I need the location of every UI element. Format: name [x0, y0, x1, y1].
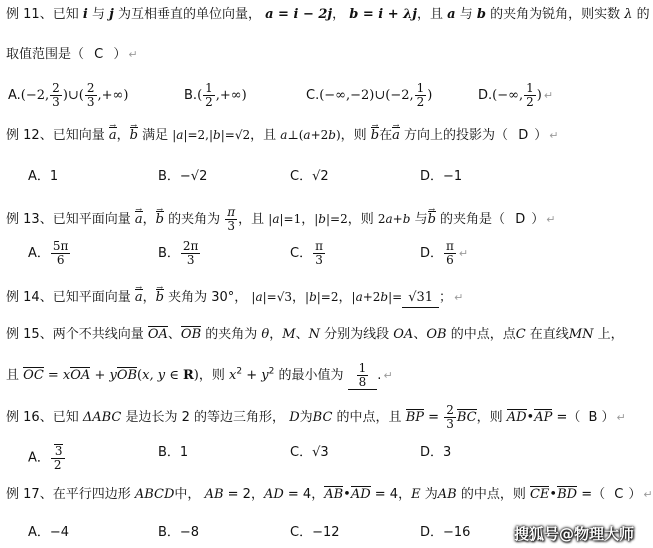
text: 6: [56, 253, 65, 267]
option-c: C．√2: [290, 169, 329, 184]
text: 夹角为 30°，: [168, 290, 248, 305]
text: 在直线: [529, 327, 569, 342]
answer: C: [94, 47, 104, 62]
text: 上，: [597, 327, 624, 342]
text: 5π: [52, 239, 69, 253]
option-d: D．−1: [420, 169, 463, 184]
text: 的夹角是（: [440, 212, 506, 227]
text: 为: [299, 410, 313, 425]
option-b: [158, 240, 201, 267]
text: 取值范围是（: [6, 47, 85, 62]
text: C.: [306, 88, 320, 103]
problem-number: 例 17: [6, 487, 40, 502]
text: 满足: [142, 128, 169, 143]
option-d: D． $\frac{\pi}{6}$ ↵: [420, 239, 469, 267]
problem-number: 例 11: [6, 7, 40, 22]
answer: B: [588, 410, 598, 425]
text: ，且: [417, 7, 444, 22]
watermark: 搜狐号@物理大师: [513, 525, 634, 543]
option-b: B.( $\frac{1}{2}$ ,+∞): [184, 81, 247, 109]
answer-denominator: 8: [358, 375, 367, 389]
problem-16-stem: 例 16、已知 ΔABC 是边长为 2 的等边三角形， D为BC 的中点，且 BP = $\frac{2}{3}$ BC，则 AD•AP =（ B ） ↵: [6, 403, 626, 431]
text: ，则: [476, 410, 503, 425]
option-d: D．−16: [420, 525, 471, 540]
option-a: A.(−2, $\frac{2}{3}$ )∪( $\frac{2}{3}$ ,+∞): [8, 81, 129, 109]
answer: √31: [402, 289, 439, 308]
problem-14-stem: 例 14、已知平面向量 a →，b → 夹角为 30°， |a|=√3，|b|=2，|a+2b|= √31 ； ↵: [6, 288, 463, 308]
text: 、已知平面向量: [39, 290, 131, 305]
text: A.: [8, 88, 21, 103]
text: ）: [113, 47, 127, 62]
text: 与: [414, 212, 428, 227]
text: 在: [379, 128, 393, 143]
text: 是边长为 2 的等边三角形，: [125, 410, 286, 425]
text: D.: [478, 88, 493, 103]
text: 、已知: [39, 410, 79, 425]
option-b: B．−8: [158, 525, 200, 540]
answer: D: [515, 212, 526, 227]
option-c: C．√3: [290, 445, 329, 460]
text: 、两个不共线向量: [39, 327, 144, 342]
text: ，且: [238, 212, 265, 227]
text: ，且: [250, 128, 277, 143]
text: 中，: [174, 487, 201, 502]
text: 方向上的投影为（: [404, 128, 509, 143]
text: C．: [290, 246, 313, 261]
text: 的最小值为: [278, 368, 344, 383]
problem-number: 例 14: [6, 290, 40, 305]
text: π: [446, 239, 454, 253]
text: 为互相垂直的单位向量，: [117, 7, 261, 22]
problem-number: 例 15: [6, 327, 40, 342]
text: 、已知向量: [39, 128, 105, 143]
text: 的夹角为锐角，则实数: [490, 7, 621, 22]
problem-number: 例 12: [6, 128, 40, 143]
text: 与: [91, 7, 105, 22]
option-b: B．−√2: [158, 169, 208, 184]
problem-17-stem: 例 17、在平行四边形 ABCD中， AB = 2，AD = 4，AB•AD = 4，E 为AB 的中点，则 CE•BD =（ C ） ↵: [6, 487, 653, 502]
option-b: B．1: [158, 445, 189, 460]
problem-15-line2: 且 OC = xOA + yOB(x, y ∈ R)，则 $x^2 + y^2$ 的最小值为 $\frac{1}{8}$ . ↵: [6, 361, 393, 389]
text: 与: [459, 7, 473, 22]
problem-number: 例 13: [6, 212, 40, 227]
option-c: [290, 240, 326, 267]
answer: D: [518, 128, 529, 143]
problem-number: 例 16: [6, 410, 40, 425]
text: ，则: [340, 128, 367, 143]
option-d: D.(−∞, $\frac{1}{2}$ ) ↵: [478, 81, 554, 109]
option-c: C.(−∞,−2)∪(−2, $\frac{1}{2}$ ): [306, 81, 433, 109]
text: B．: [158, 246, 180, 261]
text: D．: [420, 246, 444, 261]
option-a: A．1: [28, 169, 59, 184]
option-c: C．−12: [290, 525, 340, 540]
text: 3: [315, 253, 323, 267]
text: 分别为线段: [324, 327, 390, 342]
formula-a: a = i − 2j: [265, 7, 333, 22]
text: ，则: [347, 212, 374, 227]
text: 为: [424, 487, 438, 502]
text: ，则: [198, 368, 225, 383]
option-a: A．−4: [28, 525, 70, 540]
problem-12-stem: 例 12、已知向量 a →，b → 满足 |a|=2,|b|=√2，且 a⊥(a+2b)，则 b →在a → 方向上的投影为（ D ） ↵: [6, 126, 558, 145]
text: 的夹角为: [205, 327, 258, 342]
text: 2π: [182, 239, 199, 253]
text: 、已知: [39, 7, 79, 22]
problem-11-stem: 例 11、已知 i 与 j 为互相垂直的单位向量， a = i − 2j， b = i + λj，且 a 与 b 的夹角为锐角，则实数 λ 的: [6, 7, 650, 22]
text: 且: [6, 368, 20, 383]
option-a: A． $\frac{3}{2}$: [28, 444, 63, 472]
text: B.: [184, 88, 198, 103]
option-d: D．3: [420, 445, 452, 460]
text: 的夹角为: [168, 212, 221, 227]
problem-11-line2: [6, 46, 138, 64]
text: 的中点，则: [460, 487, 526, 502]
text: 3: [186, 253, 195, 267]
option-a: [28, 240, 71, 267]
text: 的中点，点: [450, 327, 516, 342]
text: 的中点，且: [336, 410, 402, 425]
return-mark: ↵: [128, 48, 138, 61]
text: A．: [28, 246, 50, 261]
text: A．: [28, 450, 50, 466]
text: π: [315, 239, 323, 253]
problem-15-stem: 例 15、两个不共线向量 OA、OB 的夹角为 θ，M、N 分别为线段 OA、OB 的中点，点C 在直线MN 上，: [6, 327, 624, 342]
formula-b: b = i + λj: [349, 7, 417, 22]
text: 、已知平面向量: [39, 212, 131, 227]
answer-numerator: 1: [358, 361, 367, 375]
text: 、在平行四边形: [39, 487, 131, 502]
problem-13-stem: 例 13、已知平面向量 a →，b → 的夹角为 $\frac{\pi}{3}$ ，且 |a|=1，|b|=2，则 2a+b 与b → 的夹角是（ D ） ↵: [6, 206, 555, 233]
answer: C: [614, 487, 624, 502]
text: 6: [446, 253, 454, 267]
